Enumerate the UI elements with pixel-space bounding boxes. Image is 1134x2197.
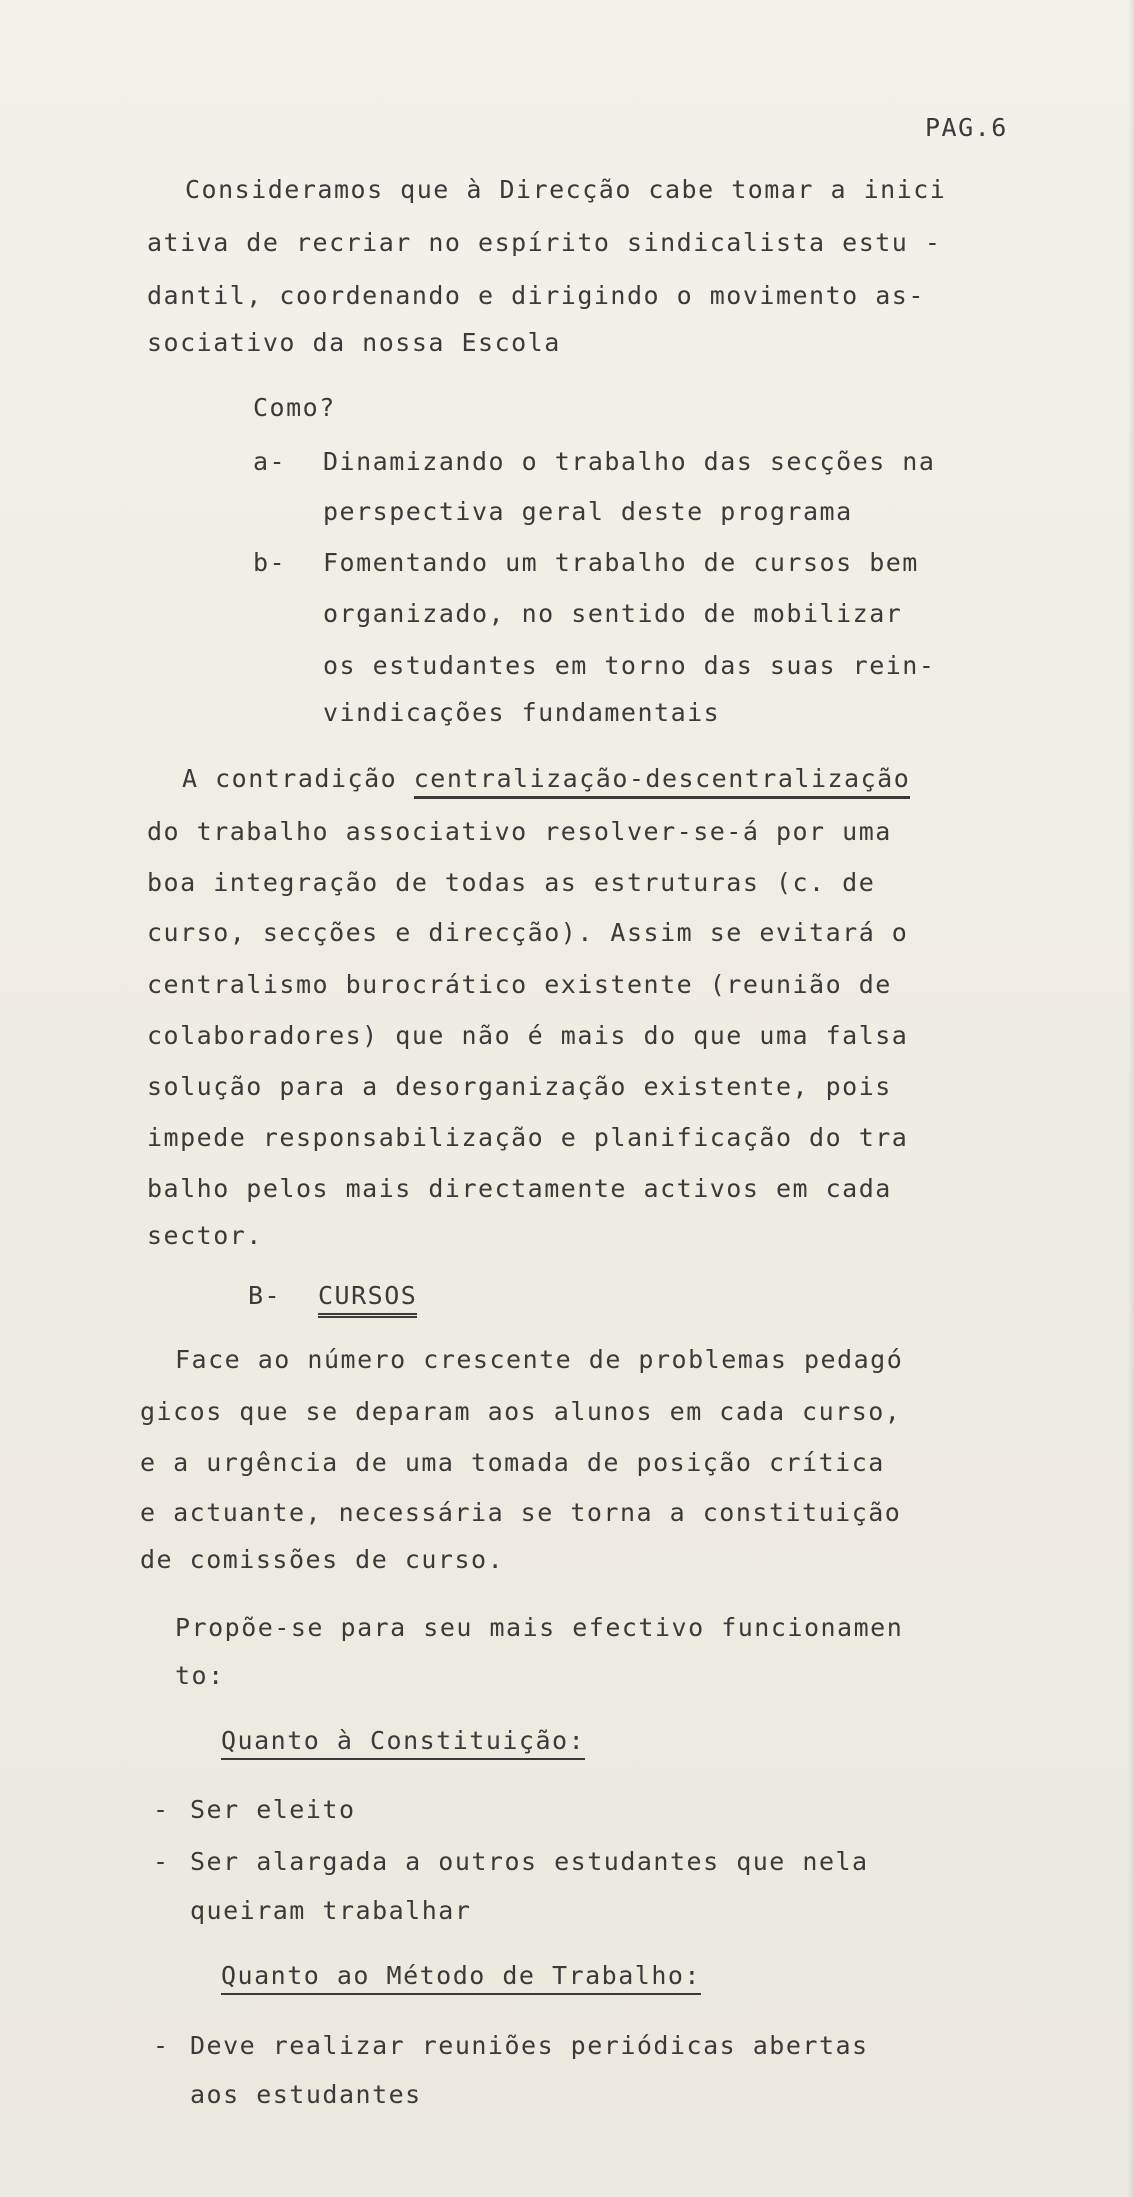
method-heading-text: Quanto ao Método de Trabalho: [221, 1960, 701, 1995]
item-b-line-3: os estudantes em torno das suas rein- [323, 651, 936, 680]
item-b-marker: b- [253, 548, 287, 577]
contradiction-line-2: do trabalho associativo resolver-se-á por uma [147, 817, 892, 846]
page-number: PAG.6 [925, 113, 1008, 142]
cursos-p1-line-5: de comissões de curso. [140, 1545, 505, 1574]
contradiction-prefix: A contradição [182, 764, 414, 793]
cursos-p1-line-3: e a urgência de uma tomada de posição crítica [140, 1448, 885, 1477]
item-a-line-2: perspectiva geral deste programa [323, 497, 853, 526]
section-b-marker: B- [248, 1281, 282, 1310]
constitution-bullet-1-line-1: Ser eleito [190, 1795, 356, 1824]
constitution-bullet-2-dash: - [153, 1847, 170, 1876]
contradiction-line-8: impede responsabilização e planificação do tra [147, 1123, 909, 1152]
intro-line-4: sociativo da nossa Escola [147, 328, 561, 357]
contradiction-line-7: solução para a desorganização existente, pois [147, 1072, 892, 1101]
como-question: Como? [253, 393, 336, 422]
method-bullet-1-dash: - [153, 2031, 170, 2060]
item-b-line-2: organizado, no sentido de mobilizar [323, 599, 903, 628]
cursos-p1-line-4: e actuante, necessária se torna a constituição [140, 1498, 902, 1527]
method-heading [221, 1960, 701, 1995]
section-b-title-text: CURSOS [318, 1280, 417, 1318]
item-a-line-1: Dinamizando o trabalho das secções na [323, 447, 936, 476]
intro-line-1: Consideramos que à Direcção cabe tomar a inici [185, 175, 947, 204]
constitution-heading-text: Quanto à Constituição: [221, 1725, 585, 1760]
cursos-p1-line-2: gicos que se deparam aos alunos em cada curso, [140, 1397, 902, 1426]
cursos-p2-line-2: to: [175, 1661, 225, 1690]
intro-line-3: dantil, coordenando e dirigindo o movimento as- [147, 281, 925, 310]
contradiction-underlined-term: centralização-descentralização [414, 763, 911, 799]
section-b-title [318, 1280, 417, 1318]
item-a-marker: a- [253, 447, 287, 476]
constitution-heading [221, 1725, 585, 1760]
method-bullet-1-line-2: aos estudantes [190, 2080, 422, 2109]
item-b-line-1: Fomentando um trabalho de cursos bem [323, 548, 919, 577]
contradiction-line-3: boa integração de todas as estruturas (c. de [147, 868, 876, 897]
cursos-p1-line-1: Face ao número crescente de problemas pedagó [175, 1345, 904, 1374]
contradiction-line-5: centralismo burocrático existente (reunião de [147, 970, 892, 999]
contradiction-line-9: balho pelos mais directamente activos em cada [147, 1174, 892, 1203]
contradiction-line-1 [182, 763, 910, 799]
contradiction-line-10: sector. [147, 1221, 263, 1250]
method-bullet-1-line-1: Deve realizar reuniões periódicas abertas [190, 2031, 869, 2060]
contradiction-line-4: curso, secções e direcção). Assim se evitará o [147, 918, 909, 947]
constitution-bullet-2-line-2: queiram trabalhar [190, 1896, 472, 1925]
constitution-bullet-1-dash: - [153, 1795, 170, 1824]
constitution-bullet-2-line-1: Ser alargada a outros estudantes que nela [190, 1847, 869, 1876]
contradiction-line-6: colaboradores) que não é mais do que uma falsa [147, 1021, 909, 1050]
intro-line-2: ativa de recriar no espírito sindicalista estu - [147, 228, 942, 257]
item-b-line-4: vindicações fundamentais [323, 698, 721, 727]
cursos-p2-line-1: Propõe-se para seu mais efectivo funcionamen [175, 1613, 904, 1642]
